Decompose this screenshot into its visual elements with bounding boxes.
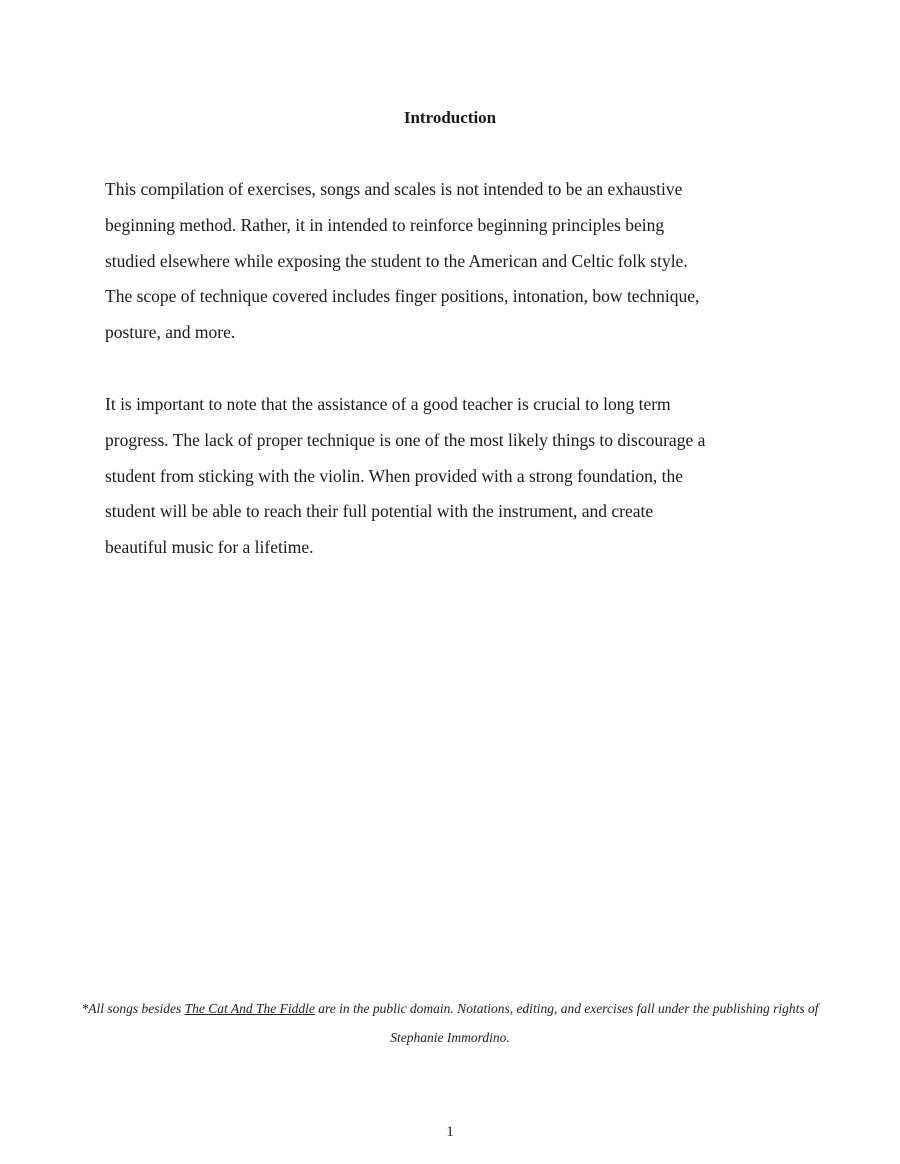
footnote-prefix: *All songs besides (81, 1001, 185, 1016)
copyright-footnote (60, 994, 840, 1052)
page-heading: Introduction (403, 108, 497, 127)
footnote-suffix: are in the public domain. Notations, editing, and exercises fall under the publishing rights of Stephanie Immordino. (314, 1001, 819, 1045)
footnote-song-title: The Cat And The Fiddle (184, 1001, 315, 1016)
page-number: 1 (446, 1124, 454, 1140)
intro-paragraph-2: It is important to note that the assistance of a good teacher is crucial to long term progress. The lack of proper technique is one of the most likely things to discourage a student from sticking with the violin. When provided with a strong foundation, the student will be able to reach their full potential with the instrument, and create beautiful music for a lifetime. (105, 394, 706, 558)
intro-paragraph-1: This compilation of exercises, songs and scales is not intended to be an exhaustive beginning method. Rather, it in intended to reinforce beginning principles being studied elsewhere while exposing the student to the American and Celtic folk style. The scope of technique covered includes finger positions, intonation, bow technique, posture, and more. (105, 179, 700, 343)
